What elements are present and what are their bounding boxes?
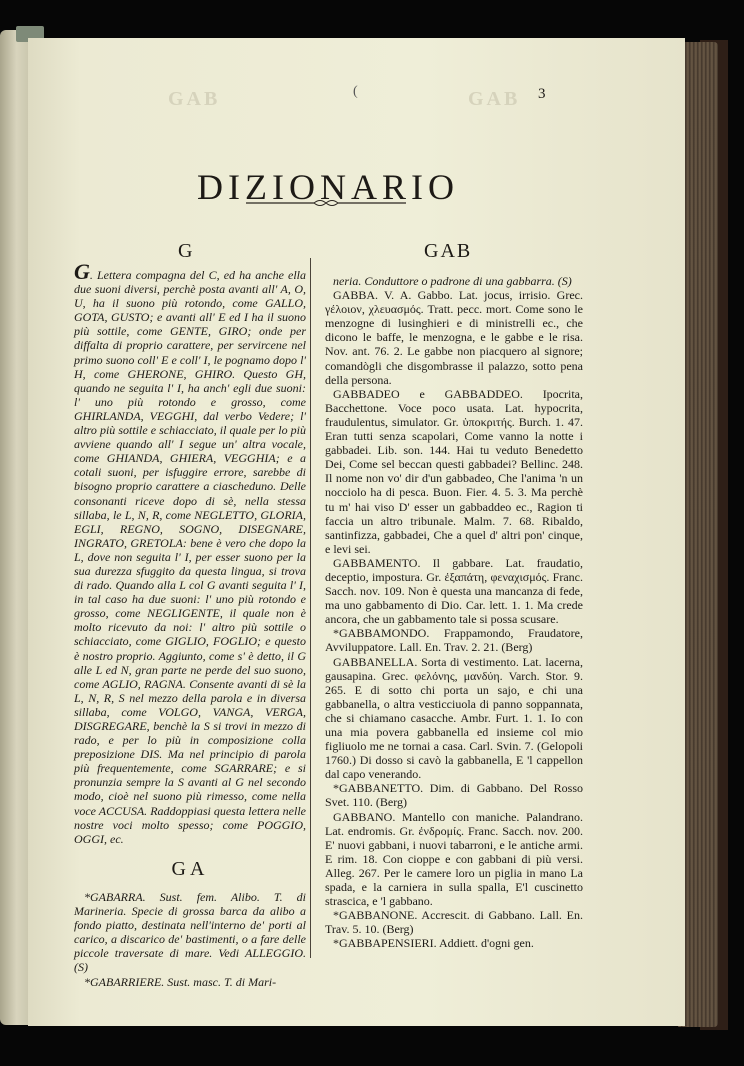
- entry-gabbapensieri: *GABBAPENSIERI. Addiett. d'ogni gen.: [333, 936, 534, 951]
- drop-cap-g: G: [74, 259, 90, 284]
- entry-gabarra: *GABARRA. Sust. fem. Alibo. T. di Marineria. Specie di grossa barca da alibo a fondo piatto, destinata nell'interno de' porti al carico, a discarico de' bastimenti, o a fare delle piccole traversate di mare. Vedi ALLEGGIO. (S): [74, 889, 306, 975]
- entry-g-text: . Lettera compagna del C, ed ha anche ella due suoni diversi, perchè posta avanti all' A, O, U, ha il suono più rotondo, come GALLO, GOTA, GUSTO; e avanti all' E ed I ha il suono più sottile, come GENTE, GIRO; onde per diffalta di proprio carattere, per servircene nel primo suono coll' E e coll' I, le pognamo dopo l' H, come GHERONE, GHIRO. Questo GH, quando ne seguita l' I, ha anch' egli due suoni: l' uno più rotondo e grosso, come GHIRLANDA, VEGGHI, dal verbo Vedere; l' altro più sottile e schiacciato, il quale per lo più avviene quando all' I segue un' altra vocale, come GHIANDA, GHIERA, VEGGHIA; e a cotali suoni, per isfuggire errore, sarebbe di bisogno proprio carattere a ciascheduno. Delle consonanti riceve dopo di sè, nella stessa sillaba, le L, N, R, come NEGLETTO, GLORIA, EGLI, REGNO, SOGNO, DISEGNARE, INGRATO, GRETOLA: bene è vero che dopo la L, dove non seguita l' I, per esser suono per la sua durezza sfuggito da questa lingua, si trova di rado. Quando alla L col G avanti seguita l' I, in tal caso ha due suoni: l' uno più rotondo e grosso, come NEGLIGENTE, il quale non è molto ricevuto da noi: l' altro più sottile o schiacciato, come GIGLIO, FOGLIO; e questo è nostro proprio. Aggiunto, come s' è detto, il G alle L ed N, gran parte ne perde del suo suono, come AGLIO, RAGNA. Consente avanti di sè la L, N, R, S nel mezzo della parola e in diversa sillaba, come VOLGO, VANGA, VERGA, DISGREGARE, benchè la S si trovi in mezzo di rado, e per lo più in composizione colla preposizione DIS. Ma nel principio di parola più frequentemente, come SGARRARE; e si pronunzia sempre la S avanti al G nel secondo modo, cioè nel suono più rimesso, come nella voce ACCUSA. Raddoppiasi questa lettera nelle nostre voci molto spesso; come POGGIO, OGGI, ec.: [74, 268, 306, 846]
- entry-gabbamento: GABBAMENTO. Il gabbare. Lat. fraudatio, deceptio, impostura. Gr. ἐξαπάτη, φεναχισμός. Franc. Sacch. nov. 109. Non è questa una mancanza di fede, ma uno gabbamento di Dio. Car. lett. 1. 1. Ma crede ancora, che un gabbamento tale si possa scusare.: [325, 555, 583, 627]
- entry-gabbanella: GABBANELLA. Sorta di vestimento. Lat. lacerna, gausapina. Grec. φελόνης, μανδύη. Varch. Stor. 9. 265. E di sotto chi porta un sajo, e chi una gabbanella, o altra vesticciuola di panno soppannata, che si chiamano casacche. Ambr. Furt. 1. 1. Io con una mia povera gabbanella ed insieme col mio figliuolo me ne tornai a casa. Carl. Svin. 7. (Gelopoli 1760.) Di dosso si cavò la gabbanella, E 'l cappellon dal capo venerando.: [325, 654, 583, 782]
- entry-gabbadeo: GABBADEO e GABBADDEO. Ipocrita, Bacchettone. Voce poco usata. Lat. hypocrita, fraudulentus, simulator. Gr. ὑποκριτής. Burch. 1. 47. Eran tutti senza scapolari, Come vanno la notte i gabbadei. Lib. son. 144. Hai tu veduto Benedetto Dei, Come sel beccan questi gabbadei? Bellinc. 248. Il nome non vo' dir d'un gabbadeo, Che l'anima 'n un nocciolo ha di pesca. Buon. Fier. 4. 5. 3. Ma perchè tu m' hai viso D' esser un gabbaddeo ec., Ragion ti faccia un altro tribunale. Malm. 7. 68. Ribaldo, santinfizza, gabbadei, Che a quel d' altri pon' cinque, e levi sei.: [325, 386, 583, 556]
- column-divider: [310, 258, 311, 958]
- entry-gabbano: GABBANO. Mantello con maniche. Palandrano. Lat. endromis. Gr. ἐνδρομίς. Franc. Sacch. nov. 200. E' nuovi gabbani, i nuovi tabarroni, e le antiche armi. E rim. 18. Con cioppe e con gabbani di più versi. Alleg. 267. Per le camere loro un piglia in mano La spada, e la carniera in sulla spalla, E'l cuscinetto strascica, e 'l gabbano.: [325, 809, 583, 909]
- entry-gabbanone: *GABBANONE. Accrescit. di Gabbano. Lall. En. Trav. 5. 10. (Berg): [325, 908, 583, 937]
- book-page-edges-left: [0, 30, 30, 1025]
- entry-gabarriere: *GABARRIERE. Sust. masc. T. di Mari-: [84, 974, 277, 989]
- dictionary-page: [28, 38, 685, 1026]
- entry-gabbamondo: *GABBAMONDO. Frappamondo, Fraudatore, Avviluppatore. Lall. En. Trav. 2. 21. (Berg): [325, 626, 583, 655]
- page-title: DIZIONARIO: [197, 167, 459, 208]
- page-number: 3: [538, 86, 546, 102]
- section-heading-ga: GA: [171, 857, 209, 880]
- right-column-heading: GAB: [424, 240, 473, 262]
- right-column: [325, 274, 583, 951]
- bleed-through-right: GAB: [468, 88, 521, 110]
- left-column: [74, 259, 306, 989]
- entry-gabbanetto: *GABBANETTO. Dim. di Gabbano. Del Rosso Svet. 110. (Berg): [325, 781, 583, 810]
- entry-g: [74, 259, 306, 846]
- title-ornament-rule: [246, 198, 406, 208]
- entry-gabba: GABBA. V. A. Gabbo. Lat. jocus, irrisio. Grec. γέλοιον, χλευασμός. Tratt. pecc. mort. Come sono le menzogne di lusinghieri e di ministrelli ec., che dicono le baffe, le menzogna, e le gabbe e le risa. Nov. ant. 76. 2. Le gabbe non piacquero al signore; comandògli che disgombrasse il palazzo, sotto pena della persona.: [325, 288, 583, 387]
- bleed-through-left: GAB: [168, 88, 221, 110]
- left-column-heading: G: [178, 240, 195, 262]
- entry-continuation: neria. Conduttore o padrone di una gabbarra. (S): [333, 274, 572, 288]
- stray-parenthesis: (: [353, 84, 358, 99]
